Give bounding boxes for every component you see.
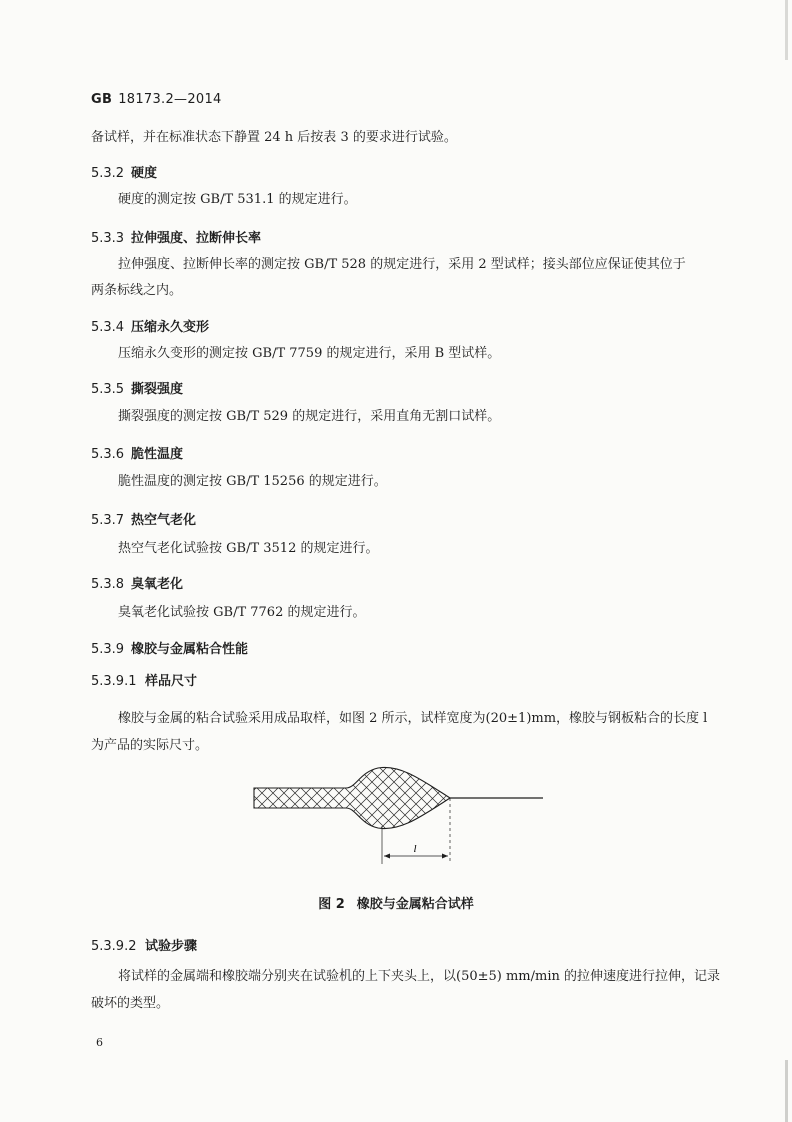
section-number: 5.3.9 — [91, 642, 125, 657]
section-number: 5.3.9.1 — [91, 674, 137, 689]
section-text-5-3-6: 脆性温度的测定按 GB/T 15256 的规定进行。 — [118, 474, 387, 489]
section-number: 5.3.6 — [91, 447, 125, 462]
scan-edge-bottom — [785, 1060, 788, 1122]
scan-edge-top — [785, 0, 788, 60]
standard-prefix: GB — [91, 92, 113, 107]
section-title: 脆性温度 — [131, 447, 184, 462]
section-heading-5-3-9-1 — [91, 670, 197, 689]
section-heading-5-3-8 — [91, 573, 183, 592]
section-number: 5.3.2 — [91, 166, 125, 181]
section-text-5-3-3: 拉伸强度、拉断伸长率的测定按 GB/T 528 的规定进行，采用 2 型试样；接头部位应保证使其位于 — [118, 257, 686, 272]
section-number: 5.3.4 — [91, 320, 125, 335]
section-heading-5-3-2 — [91, 162, 157, 181]
section-number: 5.3.8 — [91, 577, 125, 592]
section-number: 5.3.9.2 — [91, 939, 137, 954]
section-title: 撕裂强度 — [131, 382, 184, 397]
section-heading-5-3-7 — [91, 509, 196, 528]
section-title: 硬度 — [131, 166, 158, 181]
section-number: 5.3.5 — [91, 382, 125, 397]
section-heading-5-3-9 — [91, 638, 248, 657]
section-text-5-3-9-1: 橡胶与金属的粘合试验采用成品取样，如图 2 所示，试样宽度为(20±1)mm，橡胶与钢板粘合的长度 l 为产品的实际尺寸。 — [91, 711, 708, 753]
dimension-arrow-left — [384, 854, 390, 859]
section-title: 样品尺寸 — [145, 674, 198, 689]
page-number: 6 — [96, 1036, 103, 1049]
section-heading-5-3-4 — [91, 316, 209, 335]
figure-caption — [0, 893, 792, 912]
figure-caption-number: 图 2 — [318, 897, 345, 912]
section-title: 臭氧老化 — [131, 577, 184, 592]
dimension-arrow-right — [442, 854, 448, 859]
section-number: 5.3.7 — [91, 513, 125, 528]
section-number: 5.3.3 — [91, 231, 125, 246]
section-heading-5-3-3 — [91, 227, 261, 246]
section-text-5-3-7: 热空气老化试验按 GB/T 3512 的规定进行。 — [118, 541, 379, 556]
section-text-5-3-3-cont: 两条标线之内。 — [91, 283, 183, 298]
section-text-5-3-8: 臭氧老化试验按 GB/T 7762 的规定进行。 — [118, 605, 366, 620]
figure-2-specimen-drawing — [240, 760, 550, 874]
section-text-5-3-4: 压缩永久变形的测定按 GB/T 7759 的规定进行，采用 B 型试样。 — [118, 346, 501, 361]
section-title: 拉伸强度、拉断伸长率 — [131, 231, 262, 246]
dimension-label: l — [413, 843, 417, 855]
section-text-5-3-5: 撕裂强度的测定按 GB/T 529 的规定进行，采用直角无割口试样。 — [118, 409, 501, 424]
rubber-body — [254, 767, 450, 828]
document-header — [91, 92, 222, 107]
section-title: 热空气老化 — [131, 513, 197, 528]
figure-caption-title: 橡胶与金属粘合试样 — [356, 897, 474, 912]
standard-number: 18173.2—2014 — [118, 92, 222, 107]
specimen-svg — [240, 760, 550, 870]
section-title: 橡胶与金属粘合性能 — [131, 642, 249, 657]
section-heading-5-3-6 — [91, 443, 183, 462]
section-text-5-3-2: 硬度的测定按 GB/T 531.1 的规定进行。 — [118, 192, 357, 207]
section-heading-5-3-5 — [91, 378, 183, 397]
section-heading-5-3-9-2 — [91, 935, 197, 954]
intro-line: 备试样，并在标准状态下静置 24 h 后按表 3 的要求进行试验。 — [91, 130, 457, 145]
section-title: 试验步骤 — [145, 939, 198, 954]
section-title: 压缩永久变形 — [131, 320, 210, 335]
section-text-5-3-9-2: 将试样的金属端和橡胶端分别夹在试验机的上下夹头上，以(50±5) mm/min 的拉伸速度进行拉伸，记录破坏的类型。 — [91, 969, 721, 1011]
